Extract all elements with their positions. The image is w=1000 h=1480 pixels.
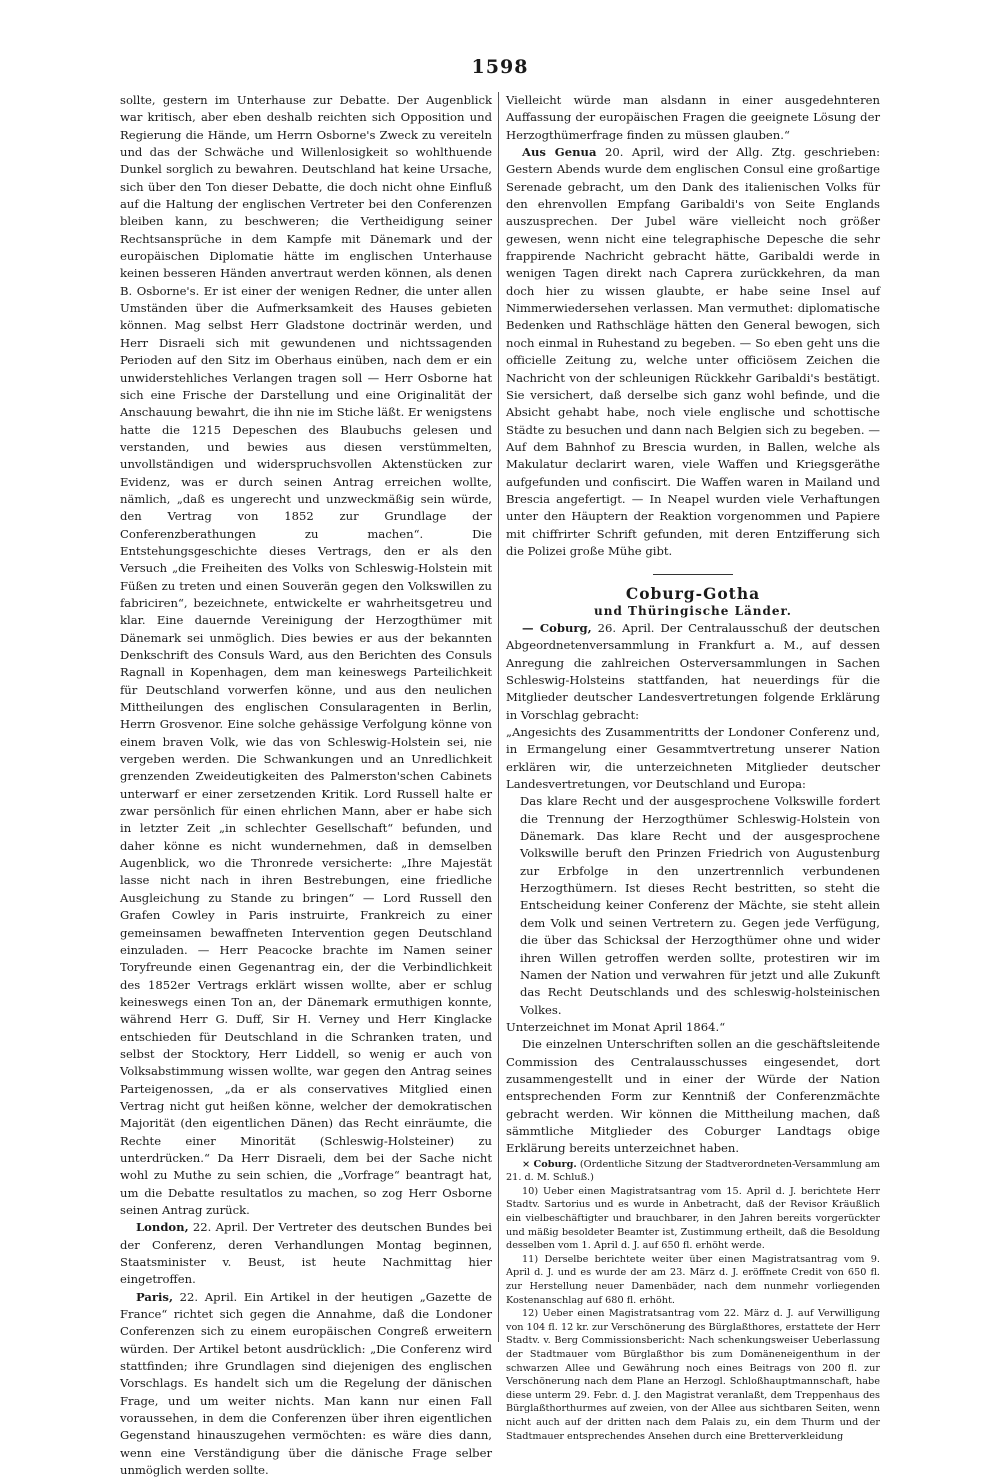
- declaration-intro: „Angesichts des Zusammentritts der Londoner Conferenz und, in Ermangelung einer Gesammtvertretung unserer Nation erklären wir, die unterzeichneten Mitglieder deutscher Landesvertretungen, vor Deutschland und Europa:: [506, 725, 880, 792]
- section-subtitle: und Thüringische Länder.: [594, 603, 792, 618]
- coburg-dateline: — Coburg,: [522, 620, 592, 635]
- section-title: Coburg-Gotha: [625, 584, 761, 604]
- genua-dispatch: [506, 144, 880, 560]
- paris-continuation: Vielleicht würde man alsdann in einer ausgedehnteren Auffassung der europäischen Fragen die geeignete Lösung der Herzogthümerfrage finden zu müssen glauben.“: [506, 93, 880, 142]
- declaration-body: Das klare Recht und der ausgesprochene Volkswille fordert die Trennung der Herzogthümer Schleswig-Holstein von Dänemark. Das klare Recht und der ausgesprochene Volkswille beruft den Prinzen Friedrich von Augustenburg zur Erbfolge in den unzertrennlich verbundenen Herzogthümern. Ist dieses Recht bestritten, so steht die Entscheidung keiner Conferenz der Mächte, sie steht allein dem Volk und seinen Vertretern zu. Gegen jede Verfügung, die über das Schicksal der Herzogthümer ohne und wider ihren Willen getroffen werden sollte, protestiren wir im Namen der Nation und verwahren für jetzt und alle Zukunft das Recht Deutschlands und des schleswig-holsteinischen Volkes.: [520, 794, 880, 1017]
- left-column: [120, 92, 492, 1478]
- london-dispatch: [120, 1219, 492, 1288]
- paris-dispatch: [120, 1289, 492, 1480]
- osborne-debate-paragraph: sollte, gestern im Unterhause zur Debatte. Der Augenblick war kritisch, aber eben deshalb reichten sich Opposition und Regierung die Hände, um Herrn Osborne's Zweck zu vereiteln und das der Schwäche und Willenlosigkeit so wohlthuende Dunkel sorglich zu bewahren. Deutschland hat keine Ursache, sich über den Ton dieser Debatte, die doch nicht ohne Einfluß auf die Haltung der englischen Vertreter bei den Conferenzen bleiben kann, zu beschweren; die Vertheidigung seiner Rechtsansprüche in dem Kampfe mit Dänemark und der europäischen Diplomatie hätte im englischen Unterhause keinen besseren Händen anvertraut werden können, als denen B. Osborne's. Er ist einer der wenigen Redner, die unter allen Umständen über die Aufmerksamkeit des Hauses gebieten können. Mag selbst Herr Gladstone doctrinär werden, und Herr Disraeli sich mit gewundenen und nichtssagenden Perioden auf den Sitz im Oberhaus einüben, nach dem er ein unwiderstehliches Verlangen tragen soll — Herr Osborne hat sich eine Frische der Darstellung und eine Originalität der Anschauung bewahrt, die ihn nie im Stiche läßt. Er wenigstens hatte die 1215 Depeschen des Blaubuchs gelesen und verstanden, und bewies aus diesen verstümmelten, unvollständigen und widerspruchsvollen Aktenstücken zur Evidenz, was er durch seinen Antrag erreichen wollte, nämlich, „daß es ungerecht und unzweckmäßig sein würde, den Vertrag von 1852 zur Grundlage der Conferenzberathungen zu machen“. Die Entstehungsgeschichte dieses Vertrags, den er als den Versuch „die Freiheiten des Volks von Schleswig-Holstein mit Füßen zu treten und einen Souverän gegen den Volkswillen zu fabriciren“, bezeichnete, entwickelte er wahrheitsgetreu und klar. Eine dauernde Vereinigung der Herzogthümer mit Dänemark sei unmöglich. Dies bewies er aus der bekannten Denkschrift des Consuls Ward, aus den Berichten des Consuls Ragnall in Kopenhagen, dem man keineswegs Parteilichkeit für Deutschland vorwerfen könne, und aus den neulichen Mittheilungen des englischen Consularagenten in Berlin, Herrn Grosvenor. Eine solche gehässige Verfolgung könne von einem braven Volk, wie das von Schleswig-Holstein sei, nie vergeben werden. Die Schwankungen und an Unredlichkeit grenzenden Zweideutigkeiten des Palmerston'schen Cabinets unterwarf er einer zersetzenden Kritik. Lord Russell halte er zwar persönlich für einen ehrlichen Mann, aber er habe sich in letzter Zeit „in schlechter Gesellschaft“ befunden, und daher könne es nicht wundernehmen, daß in demselben Augenblick, wo die Thronrede versicherte: „Ihre Majestät lasse nicht nach in ihren Bestrebungen, eine friedliche Ausgleichung zu Stande zu bringen“ — Lord Russell den Grafen Cowley in Paris instruirte, Frankreich zu einer gemeinsamen bewaffneten Intervention gegen Deutschland einzuladen. — Herr Peacocke brachte im Namen seiner Toryfreunde einen Gegenantrag ein, der die Verbindlichkeit des 1852er Vertrags erklärt wissen wollte, aber er schlug keineswegs einen Ton an, der Dänemark ermuthigen konnte, während Herr G. Duff, Sir H. Verney und Herr Kinglacke entschieden für Deutschland in die Schranken traten, und selbst der Stocktory, Herr Liddell, so wenig er auch von Volksabstimmung wissen wollte, war gegen den Antrag seines Parteigenossen, „da er als conservatives Mitglied einen Vertrag nicht gut heißen könne, welcher der demokratischen Majorität (den eigentlichen Dänen) das Recht einräumte, die Rechte einer Minorität (Schleswig-Holsteiner) zu unterdrücken.“ Da Herr Disraeli, dem bei der Sache nicht wohl zu Muthe zu sein schien, die „Vorfrage“ beantragt hat, um die Debatte resultatlos zu machen, so zog Herr Osborne seinen Antrag zurück.: [120, 93, 492, 1217]
- right-column: [506, 92, 880, 1442]
- section-rule: [653, 574, 733, 575]
- paris-text: 22. April. Ein Artikel in der heutigen „Gazette de France“ richtet sich gegen die Annahme, daß die Londoner Conferenzen sich zu einem europäischen Congreß erweitern würden. Der Artikel betont ausdrücklich: „Die Conferenz wird stattfinden; ihre Grundlagen sind diejenigen des englischen Vorschlags. Es handelt sich um die Regelung der dänischen Frage, und um weiter nichts. Man kann nur einen Fall voraussehen, in dem die Conferenzen über ihren eigentlichen Gegenstand hinauszugehen vermöchten: es wäre dies dann, wenn eine Verständigung über die dänische Frage selber unmöglich werden sollte.: [120, 1289, 492, 1478]
- genua-dateline: Aus Genua: [522, 145, 597, 160]
- council-minutes: [506, 1158, 880, 1443]
- london-text: 22. April. Der Vertreter des deutschen Bundes bei der Conferenz, deren Verhandlungen Montag beginnen, Staatsminister v. Beust, ist heute Nachmittag hier eingetroffen.: [120, 1220, 492, 1287]
- column-divider: [498, 92, 499, 1342]
- coburg-text: 26. April. Der Centralausschuß der deutschen Abgeordnetenversammlung in Frankfurt a. M., auf dessen Anregung die zahlreichen Osterversammlungen in Sachen Schleswig-Holsteins stattfanden, hat neuerdings für die Mitglieder deutscher Landesvertretungen folgende Erklärung in Vorschlag gebracht:: [506, 620, 880, 722]
- minutes-item: 10) Ueber einen Magistratsantrag vom 15. April d. J. berichtete Herr Stadtv. Sartorius und es wurde in Anbetracht, daß der Revisor Kräußlich ein vielbeschäftigter und brauchbarer, in den Jahren bereits vorgerückter und mäßig besoldeter Beamter ist, Zustimmung ertheilt, daß die Besoldung desselben vom 1. April d. J. auf 650 fl. erhöht werde.: [506, 1185, 880, 1252]
- minutes-item: 11) Derselbe berichtete weiter über einen Magistratsantrag vom 9. April d. J. und es wurde der am 23. März d. J. eröffnete Credit von 650 fl. zur Herstellung neuer Damenbäder, nach dem nunmehr vorliegenden Kostenanschlag auf 680 fl. erhöht.: [506, 1253, 880, 1306]
- paris-dateline: Paris,: [136, 1289, 173, 1304]
- page-number: 1598: [471, 56, 529, 78]
- london-dateline: London,: [136, 1220, 189, 1235]
- minutes-dateline: × Coburg.: [522, 1158, 577, 1170]
- coburg-dispatch: [506, 620, 880, 724]
- minutes-session: (Ordentliche Sitzung der Stadtverordneten-Versammlung am 21. d. M. Schluß.): [506, 1158, 880, 1184]
- genua-text: 20. April, wird der Allg. Ztg. geschrieben: Gestern Abends wurde dem englischen Consul eine großartige Serenade gebracht, um den Dank des italienischen Volks für den ehrenvollen Empfang Garibaldi's von Seite Englands auszusprechen. Der Jubel wäre vielleicht noch größer gewesen, wenn nicht eine telegraphische Depesche die sehr frappirende Nachricht gebracht hätte, Garibaldi werde in wenigen Tagen direkt nach Caprera zurückkehren, da man doch hier zu wissen glaubte, er habe seine Insel auf Nimmerwiedersehen verlassen. Man vermuthet: diplomatische Bedenken und Rathschläge hätten den General bewogen, sich noch einmal in Ruhestand zu begeben. — So eben geht uns die officielle Zeitung zu, welche unter officiösem Zeichen die Nachricht von der schleunigen Rückkehr Garibaldi's bestätigt. Sie versichert, daß derselbe sich ganz wohl befinde, und die Absicht gehabt habe, noch viele englische und schottische Städte zu besuchen und dann nach Belgien sich zu begeben. — Auf dem Bahnhof zu Brescia wurden, in Ballen, welche als Makulatur declarirt waren, viele Waffen und Kriegsgeräthe aufgefunden und confiscirt. Die Waffen waren in Mailand und Brescia angefertigt. — In Neapel wurden viele Verhaftungen unter den Häuptern der Reaktion vorgenommen und Papiere mit chiffrirter Schrift gefunden, mit deren Entzifferung sich die Polizei große Mühe gibt.: [506, 145, 880, 558]
- minutes-heading: [506, 1158, 880, 1185]
- declaration-signed: Unterzeichnet im Monat April 1864.“: [506, 1019, 726, 1034]
- minutes-item: 12) Ueber einen Magistratsantrag vom 22. März d. J. auf Verwilligung von 104 fl. 12 kr. zur Verschönerung des Bürglaßthores, erstattete der Herr Stadtv. v. Berg Commissionsbericht: Nach schenkungsweiser Ueberlassung der Stadtmauer vom Bürglaßthor bis zum Domäneneigenthum in der schwarzen Allee und Gewährung noch eines Beitrags von 200 fl. zur Verschönerung nach dem Plane an Herzogl. Schloßhauptmannschaft, habe diese unterm 29. Febr. d. J. den Magistrat veranlaßt, dem Treppenhaus des Bürglaßthorthurmes auf zweien, von der Allee aus sichtbaren Seiten, wenn nicht auch auf der dritten nach dem Palais zu, ein dem Thurm und der Stadtmauer entsprechendes Ansehen durch eine Bretterverkleidung: [506, 1308, 880, 1442]
- signatures-paragraph: Die einzelnen Unterschriften sollen an die geschäftsleitende Commission des Centralausschusses eingesendet, dort zusammengestellt und in einer der Würde der Nation entsprechenden Form zur Kenntniß der Conferenzmächte gebracht werden. Wir können die Mittheilung machen, daß sämmtliche Mitglieder des Coburger Landtags obige Erklärung bereits unterzeichnet haben.: [506, 1037, 880, 1156]
